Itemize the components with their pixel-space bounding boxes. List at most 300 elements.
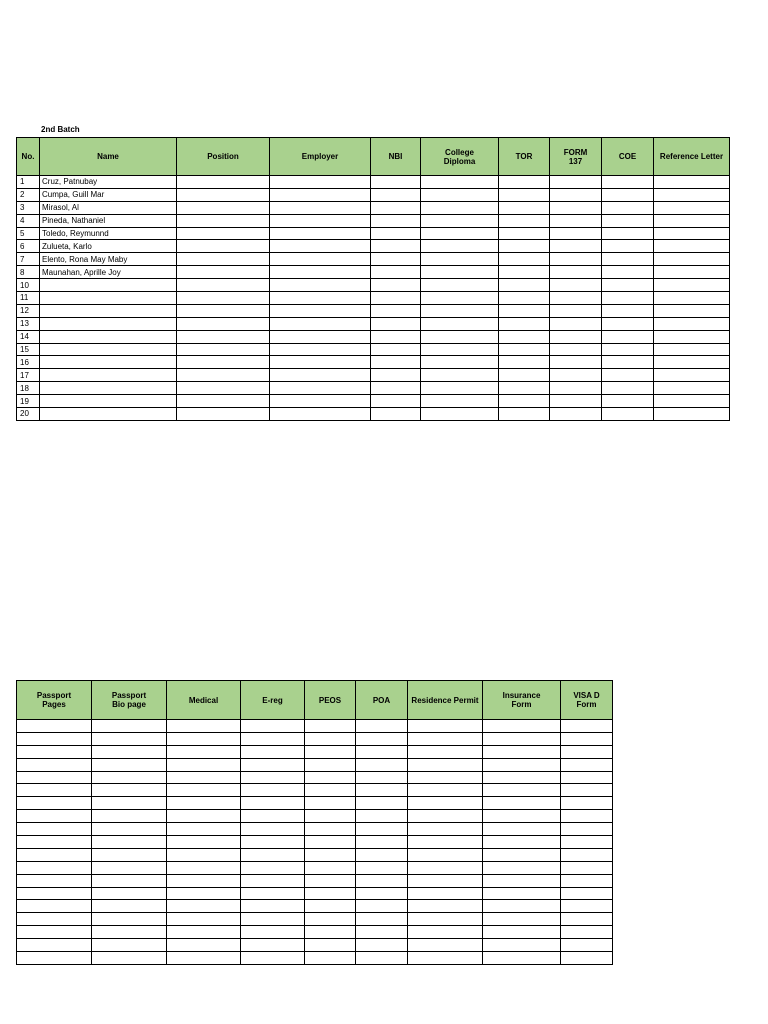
table-cell xyxy=(371,266,421,279)
table-cell xyxy=(92,900,167,913)
table-cell xyxy=(241,952,305,965)
table-cell xyxy=(421,188,499,201)
table-cell xyxy=(270,356,371,369)
table-cell xyxy=(167,758,241,771)
table-cell xyxy=(371,227,421,240)
table-cell xyxy=(408,758,483,771)
table-cell xyxy=(499,317,550,330)
table-cell xyxy=(602,253,654,266)
table-row xyxy=(17,266,730,279)
table-cell xyxy=(421,227,499,240)
table-cell xyxy=(550,317,602,330)
table1-header-row xyxy=(17,138,730,176)
table-cell xyxy=(550,369,602,382)
table-cell xyxy=(499,214,550,227)
table-cell xyxy=(177,304,270,317)
table-cell xyxy=(561,784,613,797)
table-row xyxy=(17,900,613,913)
row-number-cell: 2 xyxy=(17,188,40,201)
table-cell xyxy=(550,304,602,317)
table-cell xyxy=(270,330,371,343)
table-cell xyxy=(177,214,270,227)
header-passport-bio-page: Passport Bio page xyxy=(92,681,167,720)
table-cell xyxy=(270,214,371,227)
table-cell xyxy=(17,887,92,900)
table-cell xyxy=(421,317,499,330)
table-cell xyxy=(17,861,92,874)
table-cell xyxy=(499,395,550,408)
table-cell xyxy=(654,317,730,330)
table-cell xyxy=(17,913,92,926)
table-cell xyxy=(305,797,356,810)
name-cell xyxy=(40,330,177,343)
table-cell xyxy=(167,784,241,797)
table-cell xyxy=(602,266,654,279)
table-cell xyxy=(241,797,305,810)
table-cell xyxy=(270,317,371,330)
table-cell xyxy=(356,810,408,823)
row-number-cell: 13 xyxy=(17,317,40,330)
table-row xyxy=(17,926,613,939)
header-nbi: NBI xyxy=(371,138,421,176)
table-cell xyxy=(408,720,483,733)
table-cell xyxy=(561,939,613,952)
table-cell xyxy=(241,926,305,939)
table-cell xyxy=(177,201,270,214)
table-cell xyxy=(92,732,167,745)
table-cell xyxy=(177,408,270,421)
table-cell xyxy=(305,900,356,913)
table-cell xyxy=(421,292,499,305)
header-position: Position xyxy=(177,138,270,176)
table-cell xyxy=(408,823,483,836)
table-cell xyxy=(408,836,483,849)
table-cell xyxy=(550,253,602,266)
table-row xyxy=(17,369,730,382)
table-cell xyxy=(241,861,305,874)
table-cell xyxy=(241,758,305,771)
table-cell xyxy=(561,900,613,913)
header-insurance-form: Insurance Form xyxy=(483,681,561,720)
name-cell: Zulueta, Karlo xyxy=(40,240,177,253)
table-cell xyxy=(17,732,92,745)
table-cell xyxy=(356,887,408,900)
table-cell xyxy=(654,408,730,421)
table-cell xyxy=(602,214,654,227)
table-cell xyxy=(92,836,167,849)
table-cell xyxy=(602,176,654,189)
table-cell xyxy=(483,939,561,952)
name-cell xyxy=(40,408,177,421)
table-row xyxy=(17,227,730,240)
table-cell xyxy=(92,913,167,926)
table-cell xyxy=(408,900,483,913)
table-cell xyxy=(177,188,270,201)
table-row xyxy=(17,408,730,421)
table-cell xyxy=(241,939,305,952)
travel-documents-table xyxy=(16,680,613,965)
table-row xyxy=(17,356,730,369)
table-cell xyxy=(499,201,550,214)
table2-header-row xyxy=(17,681,613,720)
table-row xyxy=(17,861,613,874)
table-cell xyxy=(483,758,561,771)
table-cell xyxy=(561,836,613,849)
table-cell xyxy=(408,874,483,887)
table-cell xyxy=(371,317,421,330)
table-cell xyxy=(408,848,483,861)
name-cell: Cumpa, Guill Mar xyxy=(40,188,177,201)
table-cell xyxy=(270,240,371,253)
table-cell xyxy=(499,227,550,240)
table-cell xyxy=(167,848,241,861)
table-cell xyxy=(371,304,421,317)
table-cell xyxy=(499,330,550,343)
table-cell xyxy=(305,732,356,745)
table-cell xyxy=(17,848,92,861)
name-cell xyxy=(40,304,177,317)
table-cell xyxy=(305,874,356,887)
table-row xyxy=(17,810,613,823)
table-cell xyxy=(356,823,408,836)
table-cell xyxy=(92,939,167,952)
table-cell xyxy=(177,227,270,240)
table-cell xyxy=(371,214,421,227)
row-number-cell: 12 xyxy=(17,304,40,317)
header-name: Name xyxy=(40,138,177,176)
table-cell xyxy=(499,382,550,395)
name-cell xyxy=(40,382,177,395)
table-cell xyxy=(270,279,371,292)
table-cell xyxy=(602,279,654,292)
table-cell xyxy=(92,823,167,836)
table-cell xyxy=(356,952,408,965)
table-cell xyxy=(408,732,483,745)
name-cell xyxy=(40,292,177,305)
name-cell: Maunahan, Aprille Joy xyxy=(40,266,177,279)
table-row xyxy=(17,253,730,266)
table-cell xyxy=(499,266,550,279)
table-cell xyxy=(550,176,602,189)
table-cell xyxy=(241,720,305,733)
row-number-cell: 16 xyxy=(17,356,40,369)
table-cell xyxy=(241,836,305,849)
table-cell xyxy=(270,227,371,240)
table-cell xyxy=(305,836,356,849)
table-cell xyxy=(356,926,408,939)
table-row xyxy=(17,913,613,926)
table-cell xyxy=(483,720,561,733)
table-cell xyxy=(408,771,483,784)
header-tor: TOR xyxy=(499,138,550,176)
table-row xyxy=(17,784,613,797)
table-cell xyxy=(92,771,167,784)
table-cell xyxy=(167,720,241,733)
table-cell xyxy=(92,784,167,797)
table-cell xyxy=(270,176,371,189)
table-row xyxy=(17,887,613,900)
table-cell xyxy=(92,926,167,939)
table-cell xyxy=(305,926,356,939)
table-cell xyxy=(550,356,602,369)
table-cell xyxy=(483,887,561,900)
header-employer: Employer xyxy=(270,138,371,176)
table-cell xyxy=(654,369,730,382)
table-cell xyxy=(421,408,499,421)
table-cell xyxy=(270,343,371,356)
table-cell xyxy=(167,887,241,900)
table-cell xyxy=(483,900,561,913)
table-cell xyxy=(602,201,654,214)
table-cell xyxy=(92,810,167,823)
table-cell xyxy=(408,952,483,965)
table-cell xyxy=(177,279,270,292)
table-cell xyxy=(602,227,654,240)
table-cell xyxy=(550,382,602,395)
table-cell xyxy=(270,304,371,317)
table-cell xyxy=(17,810,92,823)
table-cell xyxy=(602,395,654,408)
table-cell xyxy=(167,939,241,952)
table-cell xyxy=(561,771,613,784)
table-cell xyxy=(421,304,499,317)
table-cell xyxy=(177,292,270,305)
table-cell xyxy=(17,952,92,965)
table-cell xyxy=(654,356,730,369)
table-cell xyxy=(483,771,561,784)
table-cell xyxy=(356,745,408,758)
table-cell xyxy=(241,913,305,926)
table-cell xyxy=(421,279,499,292)
table-cell xyxy=(356,939,408,952)
row-number-cell: 15 xyxy=(17,343,40,356)
row-number-cell: 1 xyxy=(17,176,40,189)
table-cell xyxy=(561,823,613,836)
table-cell xyxy=(602,317,654,330)
table-cell xyxy=(92,758,167,771)
table-cell xyxy=(356,900,408,913)
table-cell xyxy=(305,848,356,861)
table-cell xyxy=(483,810,561,823)
table-cell xyxy=(421,395,499,408)
table-cell xyxy=(483,836,561,849)
table-cell xyxy=(408,861,483,874)
table-cell xyxy=(270,369,371,382)
table-cell xyxy=(177,317,270,330)
name-cell: Elento, Rona May Maby xyxy=(40,253,177,266)
table-cell xyxy=(654,176,730,189)
table-cell xyxy=(167,797,241,810)
table-row xyxy=(17,214,730,227)
table-cell xyxy=(356,758,408,771)
table-cell xyxy=(270,266,371,279)
table-cell xyxy=(654,266,730,279)
table-cell xyxy=(241,874,305,887)
table-cell xyxy=(371,343,421,356)
table-cell xyxy=(270,201,371,214)
table-cell xyxy=(561,745,613,758)
table-cell xyxy=(17,745,92,758)
table-cell xyxy=(408,810,483,823)
table-cell xyxy=(305,810,356,823)
name-cell xyxy=(40,279,177,292)
table-cell xyxy=(483,874,561,887)
table-cell xyxy=(241,732,305,745)
table-cell xyxy=(92,861,167,874)
table-cell xyxy=(167,926,241,939)
row-number-cell: 8 xyxy=(17,266,40,279)
table-cell xyxy=(270,253,371,266)
table-cell xyxy=(92,887,167,900)
row-number-cell: 18 xyxy=(17,382,40,395)
table-cell xyxy=(654,304,730,317)
table-cell xyxy=(421,382,499,395)
row-number-cell: 10 xyxy=(17,279,40,292)
table-cell xyxy=(305,823,356,836)
table-cell xyxy=(421,176,499,189)
table-cell xyxy=(483,823,561,836)
header-e-reg: E-reg xyxy=(241,681,305,720)
table-cell xyxy=(561,887,613,900)
table-cell xyxy=(654,227,730,240)
table-cell xyxy=(408,745,483,758)
table-cell xyxy=(167,952,241,965)
table-cell xyxy=(17,926,92,939)
table-cell xyxy=(177,253,270,266)
table-cell xyxy=(305,887,356,900)
table-cell xyxy=(561,720,613,733)
table-row xyxy=(17,758,613,771)
table-cell xyxy=(408,939,483,952)
table-cell xyxy=(167,874,241,887)
table-cell xyxy=(550,395,602,408)
applicant-documents-table xyxy=(16,137,730,421)
table-cell xyxy=(561,810,613,823)
row-number-cell: 14 xyxy=(17,330,40,343)
table-cell xyxy=(499,253,550,266)
table-cell xyxy=(408,887,483,900)
table-cell xyxy=(167,913,241,926)
table-cell xyxy=(561,797,613,810)
table-cell xyxy=(356,720,408,733)
table-cell xyxy=(602,188,654,201)
table-cell xyxy=(654,382,730,395)
table-cell xyxy=(305,720,356,733)
table-cell xyxy=(602,356,654,369)
table-row xyxy=(17,304,730,317)
name-cell xyxy=(40,369,177,382)
table-cell xyxy=(92,952,167,965)
table-cell xyxy=(270,382,371,395)
table-row xyxy=(17,330,730,343)
table-cell xyxy=(421,369,499,382)
table-cell xyxy=(241,784,305,797)
table-cell xyxy=(241,745,305,758)
table-cell xyxy=(167,836,241,849)
table-cell xyxy=(550,201,602,214)
table-cell xyxy=(561,861,613,874)
table-cell xyxy=(167,823,241,836)
table-row xyxy=(17,317,730,330)
table-row xyxy=(17,939,613,952)
table-cell xyxy=(356,874,408,887)
table-row xyxy=(17,395,730,408)
table-cell xyxy=(241,900,305,913)
table-cell xyxy=(483,952,561,965)
table-cell xyxy=(17,784,92,797)
table-cell xyxy=(602,330,654,343)
row-number-cell: 11 xyxy=(17,292,40,305)
header-passport-pages: Passport Pages xyxy=(17,681,92,720)
header-visa-d-form: VISA D Form xyxy=(561,681,613,720)
table-cell xyxy=(371,176,421,189)
table-cell xyxy=(602,369,654,382)
table-cell xyxy=(654,395,730,408)
table-cell xyxy=(602,292,654,305)
name-cell xyxy=(40,395,177,408)
row-number-cell: 17 xyxy=(17,369,40,382)
table-cell xyxy=(371,330,421,343)
table-row xyxy=(17,771,613,784)
table-cell xyxy=(483,848,561,861)
table-cell xyxy=(356,784,408,797)
table-cell xyxy=(499,304,550,317)
table-cell xyxy=(654,188,730,201)
table-cell xyxy=(561,848,613,861)
table-cell xyxy=(499,343,550,356)
header-coe: COE xyxy=(602,138,654,176)
header-college-diploma: College Diploma xyxy=(421,138,499,176)
header-peos: PEOS xyxy=(305,681,356,720)
table-cell xyxy=(483,745,561,758)
table-cell xyxy=(167,732,241,745)
table-cell xyxy=(371,240,421,253)
table-cell xyxy=(483,913,561,926)
table-cell xyxy=(499,176,550,189)
table-cell xyxy=(167,900,241,913)
table-cell xyxy=(17,771,92,784)
table-cell xyxy=(167,810,241,823)
table-cell xyxy=(167,771,241,784)
table-cell xyxy=(499,408,550,421)
table-cell xyxy=(371,382,421,395)
table-row xyxy=(17,797,613,810)
header-no: No. xyxy=(17,138,40,176)
table-cell xyxy=(241,848,305,861)
table-cell xyxy=(499,279,550,292)
batch-title: 2nd Batch xyxy=(41,125,80,134)
table-cell xyxy=(305,952,356,965)
table-cell xyxy=(177,240,270,253)
table-cell xyxy=(371,395,421,408)
table-cell xyxy=(483,861,561,874)
table-cell xyxy=(177,382,270,395)
table-cell xyxy=(356,913,408,926)
table-cell xyxy=(602,240,654,253)
table-cell xyxy=(270,395,371,408)
table-row xyxy=(17,874,613,887)
row-number-cell: 5 xyxy=(17,227,40,240)
table-cell xyxy=(92,797,167,810)
table-cell xyxy=(602,408,654,421)
table-cell xyxy=(17,823,92,836)
table-cell xyxy=(371,201,421,214)
table-cell xyxy=(654,292,730,305)
table-cell xyxy=(305,771,356,784)
table-cell xyxy=(92,720,167,733)
name-cell xyxy=(40,317,177,330)
table-cell xyxy=(561,913,613,926)
